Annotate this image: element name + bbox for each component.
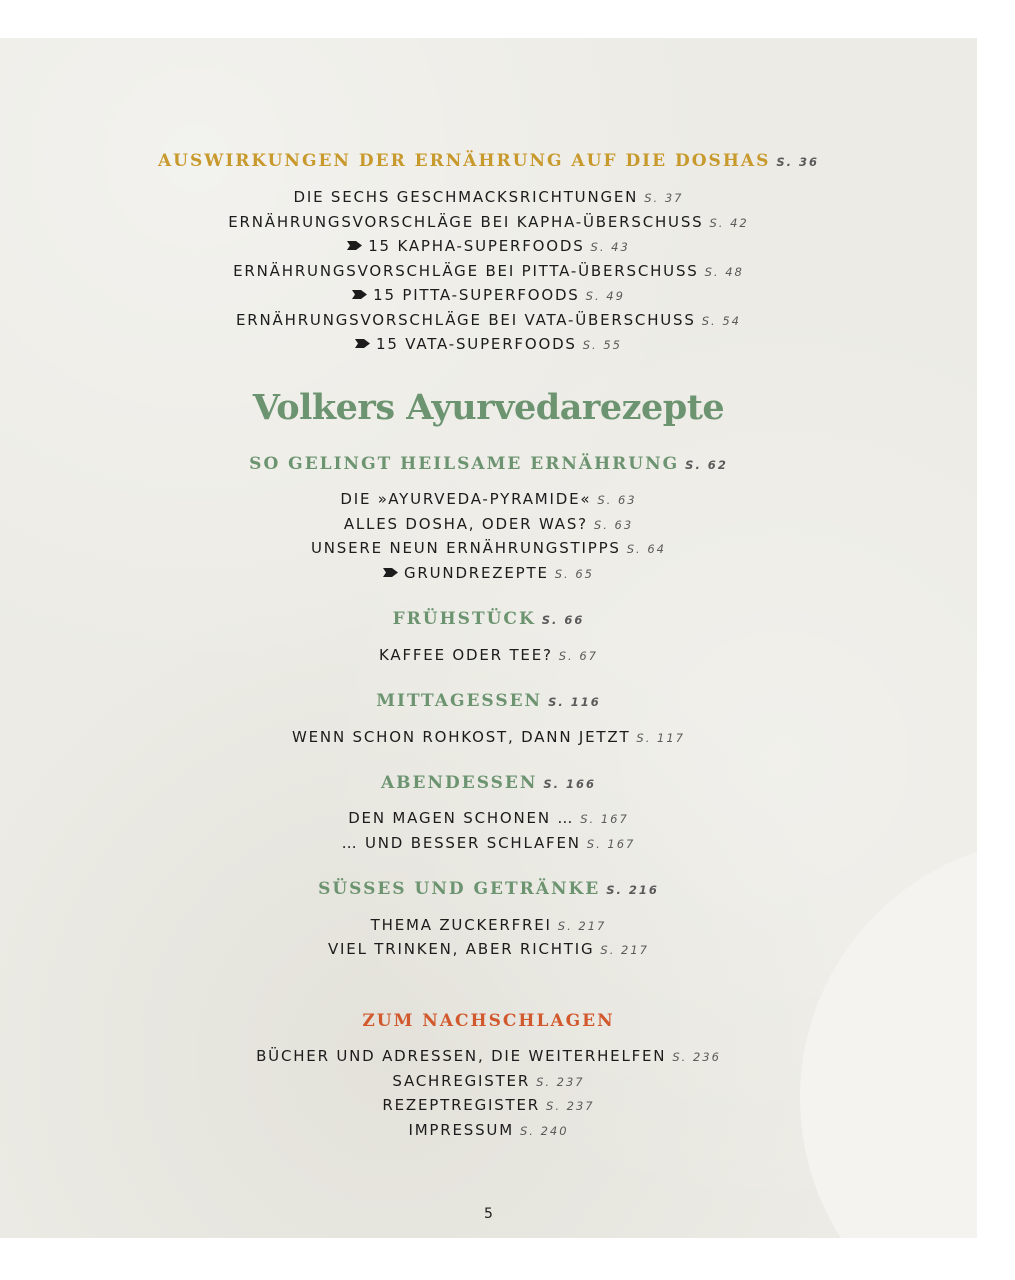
section-title: SO GELINGT HEILSAME ERNÄHRUNG bbox=[249, 454, 680, 474]
page-ref: S. 217 bbox=[600, 943, 649, 957]
toc-entry[interactable] bbox=[0, 213, 977, 231]
page-ref: S. 36 bbox=[776, 155, 820, 169]
page-ref: S. 216 bbox=[606, 883, 659, 897]
arrow-bullet-icon bbox=[347, 241, 362, 250]
entry-label: 15 KAPHA-SUPERFOODS bbox=[368, 237, 585, 255]
page-ref: S. 49 bbox=[585, 289, 625, 303]
entry-label: UNSERE NEUN ERNÄHRUNGSTIPPS bbox=[310, 539, 621, 557]
page-ref: S. 54 bbox=[701, 314, 741, 328]
section-title: ABENDESSEN bbox=[380, 773, 538, 793]
entry-label: SACHREGISTER bbox=[392, 1072, 531, 1090]
toc-entry[interactable] bbox=[0, 809, 977, 827]
toc-entry[interactable] bbox=[0, 1096, 977, 1114]
page-ref: S. 237 bbox=[546, 1099, 595, 1113]
toc-entry[interactable] bbox=[0, 1047, 977, 1065]
entry-label: GRUNDREZEPTE bbox=[404, 564, 549, 582]
toc-entry[interactable] bbox=[0, 1121, 977, 1139]
page-ref: S. 64 bbox=[626, 542, 666, 556]
entry-label: BÜCHER UND ADRESSEN, DIE WEITERHELFEN bbox=[256, 1047, 667, 1065]
page-ref: S. 240 bbox=[519, 1124, 569, 1138]
toc-entry[interactable] bbox=[0, 539, 977, 557]
page-ref: S. 117 bbox=[636, 731, 685, 745]
entry-label: ALLES DOSHA, ODER WAS? bbox=[343, 515, 588, 533]
toc-entry[interactable] bbox=[0, 335, 977, 353]
toc-entry[interactable] bbox=[0, 188, 977, 206]
page-ref: S. 55 bbox=[582, 338, 622, 352]
toc-entry[interactable] bbox=[0, 262, 977, 280]
arrow-bullet-icon bbox=[383, 568, 398, 577]
entry-label: ERNÄHRUNGSVORSCHLÄGE BEI VATA-ÜBERSCHUSS bbox=[236, 311, 696, 329]
entry-label: DIE »AYURVEDA-PYRAMIDE« bbox=[340, 490, 592, 508]
toc-entry[interactable] bbox=[0, 490, 977, 508]
toc-entry[interactable] bbox=[0, 564, 977, 582]
toc-entry[interactable] bbox=[0, 646, 977, 664]
toc-entry[interactable] bbox=[0, 916, 977, 934]
chapter-title: Volkers Ayurvedarezepte bbox=[252, 387, 725, 428]
section-title: AUSWIRKUNGEN DER ERNÄHRUNG AUF DIE DOSHAS bbox=[157, 151, 771, 171]
page-number: 5 bbox=[484, 1206, 493, 1222]
section-title: SÜSSES UND GETRÄNKE bbox=[318, 879, 601, 899]
page-ref: S. 116 bbox=[548, 695, 601, 709]
toc-entry[interactable] bbox=[0, 237, 977, 255]
entry-label: REZEPTREGISTER bbox=[382, 1096, 541, 1114]
page-ref: S. 67 bbox=[558, 649, 598, 663]
entry-label: DIE SECHS GESCHMACKSRICHTUNGEN bbox=[293, 188, 639, 206]
page-ref: S. 42 bbox=[709, 216, 749, 230]
entry-label: WENN SCHON ROHKOST, DANN JETZT bbox=[292, 728, 631, 746]
entry-label: DEN MAGEN SCHONEN … bbox=[348, 809, 575, 827]
section-heading-ernaehrung[interactable] bbox=[0, 454, 977, 474]
section-heading-suesses[interactable] bbox=[0, 879, 977, 899]
toc-entry[interactable] bbox=[0, 728, 977, 746]
page-ref: S. 48 bbox=[704, 265, 744, 279]
section-heading-mittagessen[interactable] bbox=[0, 691, 977, 711]
entry-label: 15 PITTA-SUPERFOODS bbox=[373, 286, 580, 304]
page-ref: S. 167 bbox=[580, 812, 629, 826]
entry-label: VIEL TRINKEN, ABER RICHTIG bbox=[328, 940, 595, 958]
page-ref: S. 43 bbox=[590, 240, 630, 254]
toc-entry[interactable] bbox=[0, 515, 977, 533]
table-of-contents bbox=[0, 38, 977, 1238]
page-ref: S. 63 bbox=[597, 493, 637, 507]
page-ref: S. 217 bbox=[557, 919, 607, 933]
section-title: ZUM NACHSCHLAGEN bbox=[362, 1011, 615, 1031]
section-title: MITTAGESSEN bbox=[376, 691, 543, 711]
book-page bbox=[0, 38, 977, 1238]
entry-label: THEMA ZUCKERFREI bbox=[370, 916, 552, 934]
page-ref: S. 237 bbox=[536, 1075, 585, 1089]
toc-entry[interactable] bbox=[0, 286, 977, 304]
section-heading-nachschlagen[interactable] bbox=[0, 1011, 977, 1031]
section-title: FRÜHSTÜCK bbox=[392, 609, 536, 629]
page-ref: S. 166 bbox=[543, 777, 597, 791]
entry-label: KAFFEE ODER TEE? bbox=[379, 646, 553, 664]
arrow-bullet-icon bbox=[352, 290, 367, 299]
arrow-bullet-icon bbox=[355, 339, 370, 348]
toc-entry[interactable] bbox=[0, 940, 977, 958]
page-ref: S. 167 bbox=[586, 837, 636, 851]
entry-label: IMPRESSUM bbox=[408, 1121, 514, 1139]
page-ref: S. 37 bbox=[644, 191, 684, 205]
entry-label: ERNÄHRUNGSVORSCHLÄGE BEI PITTA-ÜBERSCHUSS bbox=[233, 262, 699, 280]
entry-label: ERNÄHRUNGSVORSCHLÄGE BEI KAPHA-ÜBERSCHUSS bbox=[228, 213, 704, 231]
section-heading-abendessen[interactable] bbox=[0, 773, 977, 793]
section-heading-doshas[interactable] bbox=[0, 151, 977, 171]
page-ref: S. 65 bbox=[554, 567, 594, 581]
page-ref: S. 66 bbox=[541, 613, 585, 627]
entry-label: … UND BESSER SCHLAFEN bbox=[341, 834, 581, 852]
toc-entry[interactable] bbox=[0, 834, 977, 852]
page-ref: S. 62 bbox=[685, 458, 728, 472]
toc-entry[interactable] bbox=[0, 311, 977, 329]
toc-entry[interactable] bbox=[0, 1072, 977, 1090]
entry-label: 15 VATA-SUPERFOODS bbox=[375, 335, 577, 353]
page-ref: S. 236 bbox=[672, 1050, 721, 1064]
page-ref: S. 63 bbox=[593, 518, 634, 532]
section-heading-fruehstueck[interactable] bbox=[0, 609, 977, 629]
